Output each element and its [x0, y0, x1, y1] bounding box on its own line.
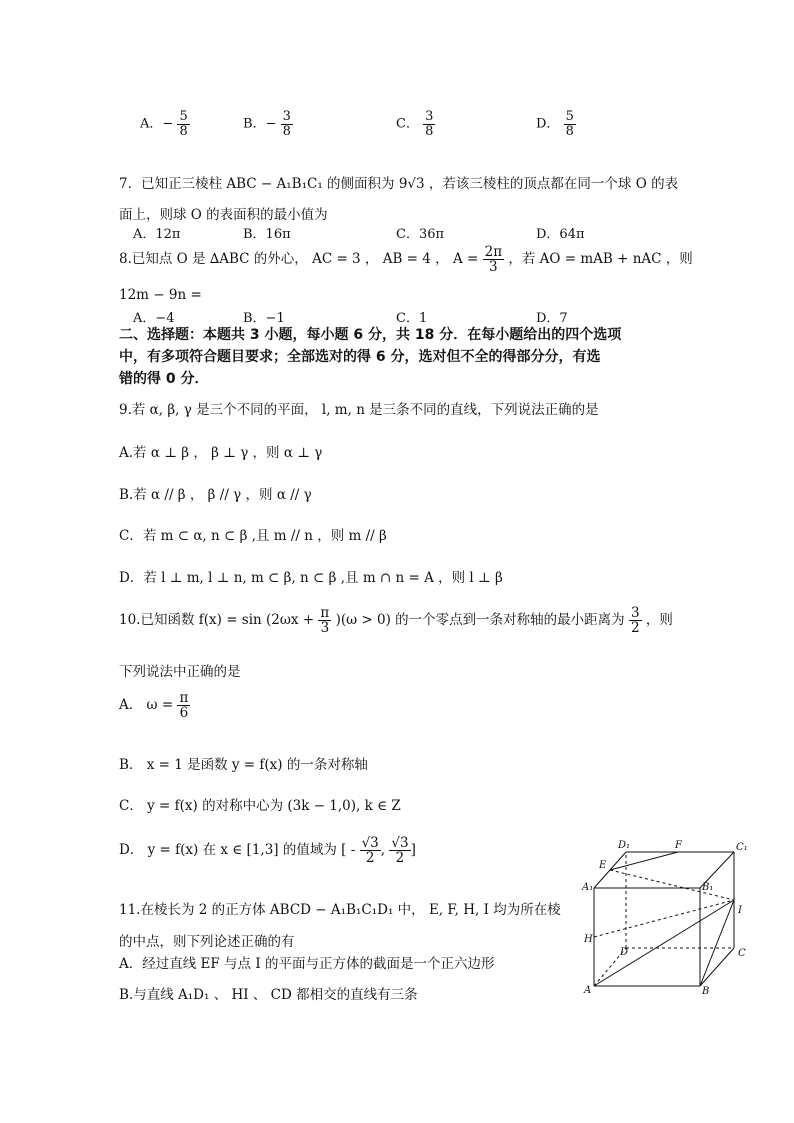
q7-option-b: B．16π [243, 227, 291, 242]
edge-b-c [700, 948, 734, 986]
label-b: B [702, 986, 710, 997]
q8-stem-line2: 12m − 9n = [119, 287, 202, 303]
q10-option-c: C． y = f(x) 的对称中心为 (3k − 1,0), k ∈ Z [119, 798, 401, 814]
label-a1: A₁ [582, 882, 594, 893]
q10-option-a: A． ω = $\frac{\pi}{6}$ [119, 690, 189, 722]
q10-option-b: B． x = 1 是函数 y = f(x) 的一条对称轴 [119, 757, 368, 773]
segment-a-i [594, 900, 734, 986]
q8-option-a: A．−4 [133, 311, 175, 326]
label-a: A [584, 985, 592, 996]
q9-option-a: A.若 α ⊥ β ， β ⊥ γ ，则 α ⊥ γ [119, 445, 323, 461]
q11-option-b: B.与直线 A₁D₁ 、 HI 、 CD 都相交的直线有三条 [119, 987, 418, 1003]
label-f: F [675, 840, 682, 851]
q10-stem-line1: 10.已知函数 f(x) = sin (2ωx + $\frac{\pi}{3}$ )(ω > 0) 的一个零点到一条对称轴的最小距离为 $\frac{3}{2}$ ，则 [119, 605, 673, 637]
q6-option-c: C． $\frac{3}{8}$ [396, 109, 434, 139]
q7-option-c: C．36π [396, 227, 445, 242]
label-e: E [599, 860, 607, 871]
q8-option-c: C．1 [396, 311, 428, 326]
segment-b-i [700, 900, 734, 986]
q9-option-d: D．若 l ⊥ m, l ⊥ n, m ⊂ β, n ⊂ β ,且 m ∩ n = A ，则 l ⊥ β [119, 570, 503, 586]
segment-h-i [594, 900, 734, 937]
q6-option-b: B．− $\frac{3}{8}$ [243, 109, 291, 139]
label-h: H [584, 934, 593, 945]
segment-e-i [610, 870, 734, 900]
q11-stem-line1: 11.在棱长为 2 的正方体 ABCD − A₁B₁C₁D₁ 中， E, F, H, I 均为所在棱 [119, 902, 561, 918]
q7-option-a: A．12π [133, 227, 181, 242]
label-c1: C₁ [736, 842, 748, 853]
label-c: C [738, 948, 746, 959]
q9-option-c: C．若 m ⊂ α, n ⊂ β ,且 m // n ，则 m // β [119, 528, 387, 544]
q8-stem-line1: 8.已知点 O 是 ∆ABC 的外心， AC = 3 ， AB = 4 ， A = $\frac{2\pi}{3}$ ，若 AO = mAB + nAC ，则 [119, 244, 693, 276]
cube-figure [580, 838, 750, 998]
q7-option-d: D．64π [536, 227, 585, 242]
q11-option-a: A．经过直线 EF 与点 I 的平面与正方体的截面是一个正六边形 [119, 956, 495, 972]
q7-stem-line1: 7．已知正三棱柱 ABC − A₁B₁C₁ 的侧面积为 9√3 ，若该三棱柱的顶点都在同一个球 O 的表 [119, 176, 679, 192]
q7-stem-line2: 面上，则球 O 的表面积的最小值为 [119, 207, 328, 223]
q8-option-b: B．−1 [243, 311, 285, 326]
q6-option-d: D． $\frac{5}{8}$ [536, 109, 574, 139]
q11-stem-line2: 的中点，则下列论述正确的有 [119, 934, 295, 950]
section2-heading-line1: 二、选择题：本题共 3 小题，每小题 6 分，共 18 分．在每小题给出的四个选项 [119, 327, 622, 343]
segment-e-f [610, 852, 678, 870]
q10-stem-line2: 下列说法中正确的是 [119, 664, 241, 680]
q6-option-a: A．− $\frac{5}{8}$ [140, 109, 188, 139]
label-d1: D₁ [618, 840, 631, 851]
section2-heading-line2: 中，有多项符合题目要求；全部选对的得 6 分，选对但不全的得部分分，有选 [119, 349, 601, 365]
label-d: D [620, 947, 629, 958]
q9-option-b: B.若 α // β ， β // γ ，则 α // γ [119, 487, 312, 503]
section2-heading-line3: 错的得 0 分． [119, 371, 209, 387]
label-i: I [738, 905, 742, 916]
q8-option-d: D．7 [536, 311, 568, 326]
q9-stem: 9.若 α, β, γ 是三个不同的平面， l, m, n 是三条不同的直线，下列说法正确的是 [119, 402, 599, 418]
q10-option-d: D． y = f(x) 在 x ∈ [1,3] 的值域为 [ - $\frac{√3}{2}$ , $\frac{√3}{2}$ ] [119, 835, 416, 867]
label-b1: B₁ [702, 882, 714, 893]
